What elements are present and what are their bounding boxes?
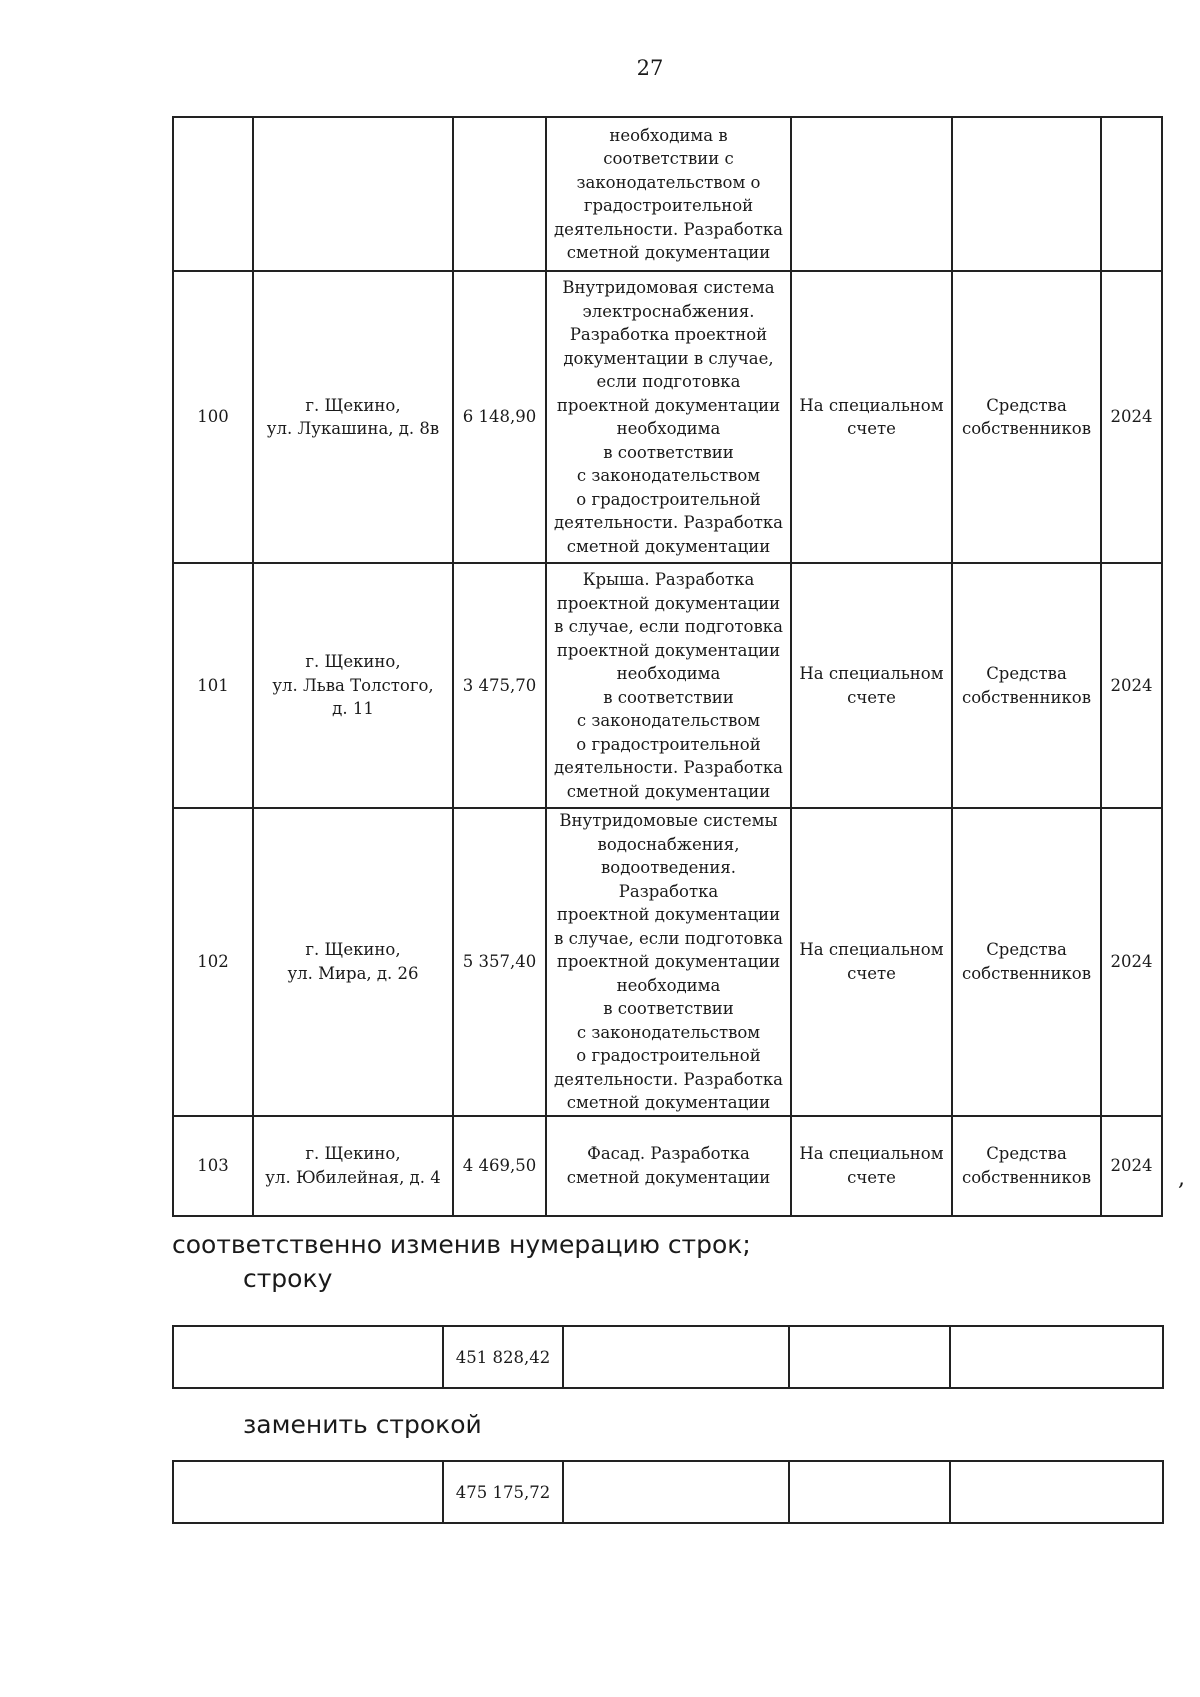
address-cell — [253, 563, 453, 808]
work-description-line: необходима — [616, 419, 721, 438]
year-cell: 2024 — [1101, 808, 1162, 1116]
address-cell — [253, 117, 453, 271]
work-description-cell — [546, 563, 791, 808]
work-description-line: деятельности. Разработка — [554, 758, 783, 777]
table-row — [173, 117, 1162, 271]
work-description-line: о градостроительной — [576, 489, 761, 509]
renumber-note: соответственно изменив нумерацию строк; — [172, 1230, 751, 1259]
work-description-line: деятельности. Разработка — [554, 1069, 783, 1089]
address-cell — [253, 271, 453, 563]
work-description-line: соответствии с — [603, 149, 734, 168]
work-description-line: проектной документации — [556, 905, 781, 924]
address-line: д. 11 — [332, 699, 374, 719]
work-description-line: с законодательством — [576, 711, 761, 730]
table-row — [173, 563, 1162, 808]
old-total-row — [172, 1325, 1164, 1389]
funding-source-line: собственников — [961, 419, 1092, 438]
work-description-line: сметной документации — [566, 243, 771, 262]
account-type-cell — [791, 563, 952, 808]
work-description-line: необходима — [616, 664, 721, 683]
work-description-line: градостроительной — [583, 196, 754, 215]
address-line: ул. Мира, д. 26 — [287, 963, 419, 983]
account-type-cell — [791, 117, 952, 271]
address-line: ул. Юбилейная, д. 4 — [265, 1167, 441, 1187]
new-total-row — [172, 1460, 1164, 1524]
work-description-line: необходима в — [609, 125, 728, 145]
work-description-line: в случае, если подготовка — [554, 928, 783, 948]
address-line: г. Щекино, — [305, 940, 401, 960]
trailing-comma: , — [1178, 1166, 1185, 1191]
row-number-cell: 103 — [173, 1116, 253, 1216]
account-type-line: счете — [847, 687, 896, 707]
work-description-line: в соответствии — [603, 442, 734, 462]
new-total-empty-cell — [950, 1461, 1163, 1523]
funding-source-line: Средства — [986, 395, 1067, 415]
work-description-line: Крыша. Разработка — [582, 570, 755, 589]
account-type-line: На специальном — [799, 395, 944, 415]
table-row — [173, 808, 1162, 1116]
new-total-empty-cell — [173, 1461, 443, 1523]
funding-source-line: собственников — [961, 687, 1092, 707]
repair-works-table — [172, 116, 1163, 1217]
work-description-line: водоотведения. Разработка — [600, 858, 736, 901]
account-type-line: На специальном — [799, 1144, 944, 1163]
funding-source-cell — [952, 808, 1101, 1116]
row-number-cell: 100 — [173, 271, 253, 563]
work-description-line: с законодательством — [576, 466, 761, 485]
old-total-empty-cell — [789, 1326, 950, 1388]
work-description-line: электроснабжения. — [582, 301, 755, 321]
work-description-line: о градостроительной — [576, 734, 761, 754]
work-description-cell — [546, 271, 791, 563]
new-total-empty-cell — [563, 1461, 789, 1523]
line-label: строку — [243, 1264, 333, 1293]
work-description-cell — [546, 808, 791, 1116]
work-description-line: проектной документации — [556, 395, 781, 415]
year-cell: 2024 — [1101, 271, 1162, 563]
funding-source-line: Средства — [986, 1144, 1067, 1163]
address-cell — [253, 808, 453, 1116]
old-total-empty-cell — [950, 1326, 1163, 1388]
old-total-value: 451 828,42 — [443, 1326, 563, 1388]
account-type-line: счете — [847, 419, 896, 438]
area-cell — [453, 117, 546, 271]
work-description-line: Внутридомовая система — [562, 278, 775, 297]
address-cell — [253, 1116, 453, 1216]
work-description-cell — [546, 117, 791, 271]
address-line: ул. Лукашина, д. 8в — [266, 419, 440, 438]
work-description-line: деятельности. Разработка — [554, 219, 783, 239]
area-cell: 3 475,70 — [453, 563, 546, 808]
work-description-line: водоснабжения, — [597, 834, 740, 854]
funding-source-cell — [952, 271, 1101, 563]
work-description-line: деятельности. Разработка — [554, 513, 783, 532]
new-total-value: 475 175,72 — [443, 1461, 563, 1523]
work-description-line: сметной документации — [566, 536, 771, 556]
funding-source-line: Средства — [986, 940, 1067, 960]
old-total-empty-cell — [173, 1326, 443, 1388]
funding-source-cell — [952, 563, 1101, 808]
work-description-line: с законодательством — [576, 1022, 761, 1042]
funding-source-cell — [952, 1116, 1101, 1216]
work-description-line: сметной документации — [566, 1167, 771, 1187]
work-description-line: в соответствии — [603, 687, 734, 707]
work-description-line: проектной документации — [556, 640, 781, 660]
area-cell: 5 357,40 — [453, 808, 546, 1116]
row-number-cell: 101 — [173, 563, 253, 808]
work-description-line: если подготовка — [596, 372, 741, 391]
work-description-line: проектной документации — [556, 952, 781, 971]
funding-source-line: собственников — [961, 963, 1092, 983]
replace-note: заменить строкой — [243, 1410, 482, 1439]
year-cell: 2024 — [1101, 563, 1162, 808]
account-type-line: счете — [847, 1167, 896, 1187]
account-type-cell — [791, 1116, 952, 1216]
table-row — [173, 271, 1162, 563]
address-line: г. Щекино, — [305, 395, 401, 415]
work-description-line: Фасад. Разработка — [587, 1144, 750, 1163]
work-description-line: необходима — [616, 975, 721, 995]
work-description-line: сметной документации — [566, 781, 771, 801]
area-cell: 4 469,50 — [453, 1116, 546, 1216]
page-number: 27 — [636, 56, 664, 80]
funding-source-line: Средства — [986, 664, 1067, 683]
work-description-line: документации в случае, — [563, 348, 774, 368]
account-type-cell — [791, 808, 952, 1116]
new-total-empty-cell — [789, 1461, 950, 1523]
area-cell: 6 148,90 — [453, 271, 546, 563]
account-type-line: На специальном — [799, 940, 944, 960]
work-description-line: проектной документации — [556, 593, 781, 613]
address-line: ул. Льва Толстого, — [272, 675, 434, 695]
year-cell — [1101, 117, 1162, 271]
work-description-line: Внутридомовые системы — [559, 811, 778, 830]
address-line: г. Щекино, — [305, 652, 401, 672]
funding-source-cell — [952, 117, 1101, 271]
account-type-cell — [791, 271, 952, 563]
account-type-line: На специальном — [799, 664, 944, 683]
table-row — [173, 1116, 1162, 1216]
old-total-empty-cell — [563, 1326, 789, 1388]
work-description-line: в случае, если подготовка — [554, 617, 783, 636]
work-description-line: о градостроительной — [576, 1046, 761, 1065]
address-line: г. Щекино, — [305, 1144, 401, 1163]
row-number-cell: 102 — [173, 808, 253, 1116]
work-description-line: в соответствии — [603, 999, 734, 1018]
work-description-line: сметной документации — [566, 1093, 771, 1112]
account-type-line: счете — [847, 963, 896, 983]
year-cell: 2024 — [1101, 1116, 1162, 1216]
work-description-cell — [546, 1116, 791, 1216]
work-description-line: законодательством о — [576, 172, 761, 192]
work-description-line: Разработка проектной — [569, 325, 768, 344]
funding-source-line: собственников — [961, 1167, 1092, 1187]
row-number-cell — [173, 117, 253, 271]
